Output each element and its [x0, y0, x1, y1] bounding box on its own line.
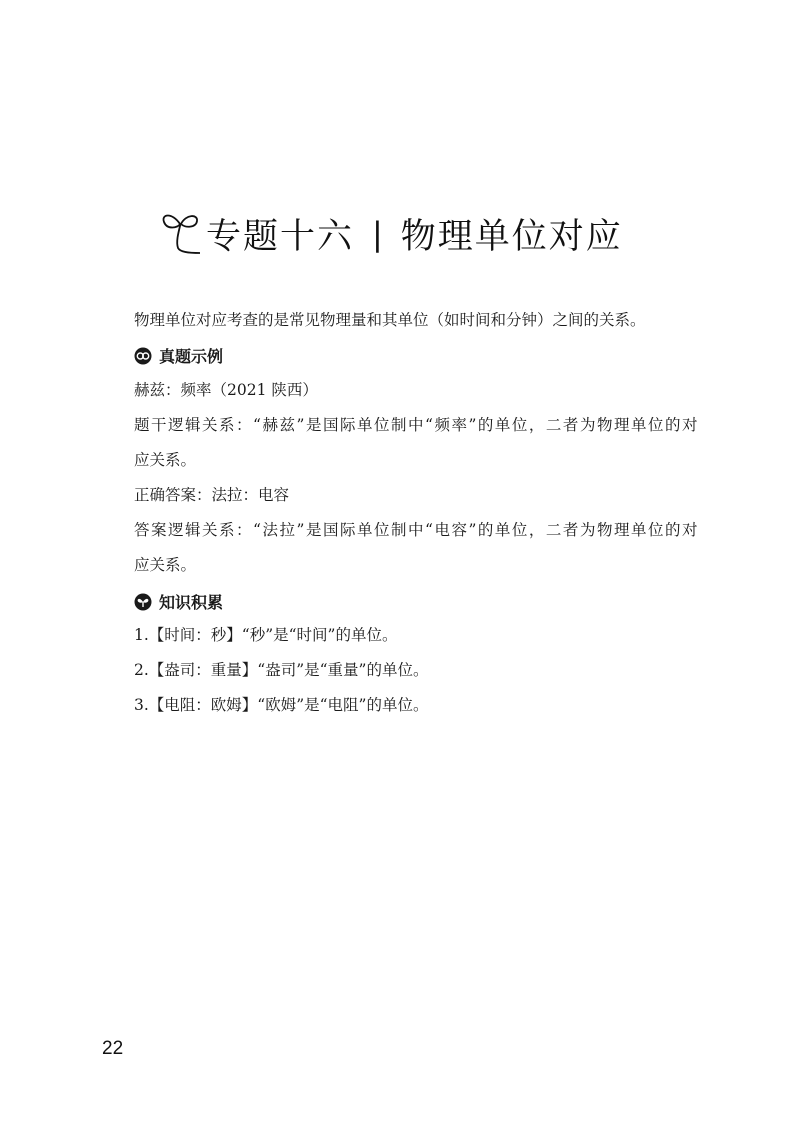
correct-answer: 正确答案：法拉：电容 [134, 486, 290, 504]
answer-logic-line-1: 答案逻辑关系：“法拉”是国际单位制中“电容”的单位，二者为物理单位的对 [134, 521, 698, 539]
stem-logic-line-2: 应关系。 [134, 451, 197, 469]
knowledge-section-title: 知识积累 [159, 593, 224, 612]
exam-badge-icon [134, 347, 152, 365]
page-title [160, 204, 623, 264]
intro-text: 物理单位对应考查的是常见物理量和其单位（如时间和分钟）之间的关系。 [134, 311, 646, 329]
title-subject: 物理单位对应 [400, 217, 623, 257]
page-number: 22 [102, 1038, 124, 1059]
example-section-heading [134, 344, 223, 367]
answer-logic-line-2: 应关系。 [134, 556, 197, 574]
example-question: 赫兹：频率（2021 陕西） [134, 381, 318, 399]
knowledge-item: 1.【时间：秒】“秒”是“时间”的单位。 [134, 626, 398, 644]
title-topic: 专题十六 [206, 217, 355, 257]
knowledge-item: 2.【盎司：重量】“盎司”是“重量”的单位。 [134, 661, 429, 679]
sprout-icon [160, 210, 202, 258]
sprout-badge-icon [134, 593, 152, 611]
title-separator: | [372, 215, 383, 253]
stem-logic-line-1: 题干逻辑关系：“赫兹”是国际单位制中“频率”的单位，二者为物理单位的对 [134, 416, 698, 434]
knowledge-section-heading [134, 590, 223, 613]
example-section-title: 真题示例 [159, 347, 224, 366]
knowledge-item: 3.【电阻：欧姆】“欧姆”是“电阻”的单位。 [134, 696, 429, 714]
